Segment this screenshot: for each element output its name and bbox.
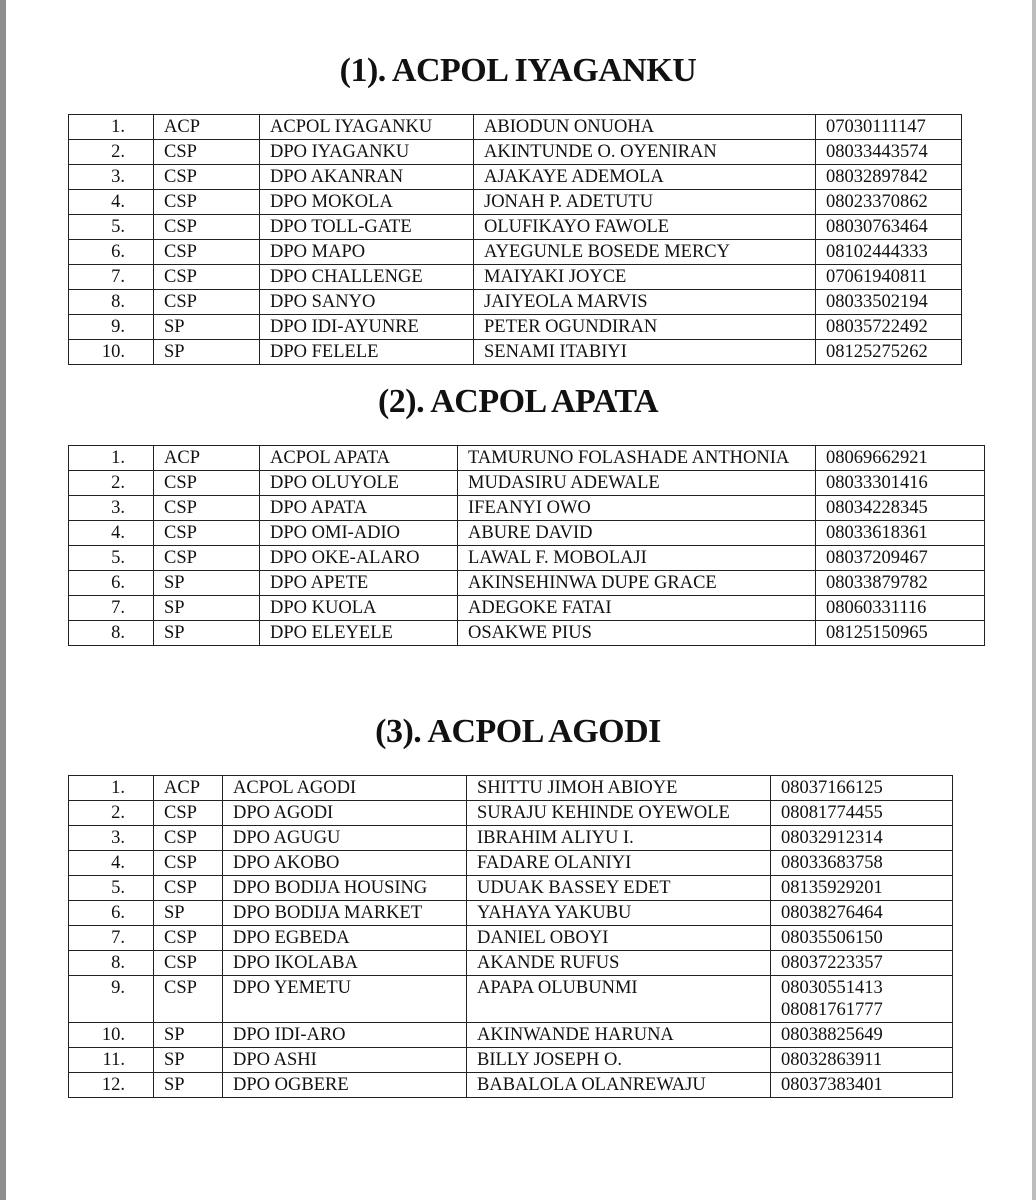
rank-cell: SP <box>154 1048 223 1073</box>
table-row <box>69 621 985 646</box>
post-cell: DPO OGBERE <box>223 1073 467 1098</box>
name-cell: ABURE DAVID <box>458 521 816 546</box>
phone-cell: 08037166125 <box>771 776 953 801</box>
row-number: 2. <box>69 801 154 826</box>
section-1-table-body <box>69 115 962 365</box>
post-cell: DPO APATA <box>260 496 458 521</box>
post-cell: DPO APETE <box>260 571 458 596</box>
phone-cell: 08037383401 <box>771 1073 953 1098</box>
phone-cell: 08081774455 <box>771 801 953 826</box>
phone-cell: 08102444333 <box>816 240 962 265</box>
rank-cell: CSP <box>154 851 223 876</box>
phone-cell: 08038276464 <box>771 901 953 926</box>
phone-cell: 07061940811 <box>816 265 962 290</box>
phone-cell: 08032897842 <box>816 165 962 190</box>
post-cell: DPO IDI-AYUNRE <box>260 315 474 340</box>
name-cell: OLUFIKAYO FAWOLE <box>474 215 816 240</box>
page-edge-left <box>0 0 6 1200</box>
table-row <box>69 190 962 215</box>
phone-cell: 08125150965 <box>816 621 985 646</box>
row-number: 6. <box>69 240 154 265</box>
rank-cell: SP <box>154 1073 223 1098</box>
rank-cell: CSP <box>154 215 260 240</box>
row-number: 9. <box>69 315 154 340</box>
post-cell: DPO IDI-ARO <box>223 1023 467 1048</box>
section-2-title: (2). ACPOL APATA <box>377 383 659 420</box>
phone-cell <box>771 976 953 1023</box>
rank-cell: SP <box>154 1023 223 1048</box>
row-number: 4. <box>69 851 154 876</box>
phone-cell: 08033301416 <box>816 471 985 496</box>
row-number: 5. <box>69 876 154 901</box>
post-cell: DPO AKANRAN <box>260 165 474 190</box>
post-cell: DPO TOLL-GATE <box>260 215 474 240</box>
rank-cell: CSP <box>154 951 223 976</box>
name-cell: DANIEL OBOYI <box>467 926 771 951</box>
rank-cell: SP <box>154 315 260 340</box>
rank-cell: CSP <box>154 926 223 951</box>
rank-cell: CSP <box>154 546 260 571</box>
row-number: 3. <box>69 496 154 521</box>
rank-cell: SP <box>154 621 260 646</box>
row-number: 2. <box>69 140 154 165</box>
rank-cell: CSP <box>154 240 260 265</box>
row-number: 1. <box>69 115 154 140</box>
phone-cell: 08060331116 <box>816 596 985 621</box>
post-cell: ACPOL AGODI <box>223 776 467 801</box>
rank-cell: SP <box>154 571 260 596</box>
post-cell: DPO MOKOLA <box>260 190 474 215</box>
row-number: 7. <box>69 926 154 951</box>
section-2-table <box>68 445 985 646</box>
phone-cell: 08033879782 <box>816 571 985 596</box>
name-cell: MUDASIRU ADEWALE <box>458 471 816 496</box>
table-row <box>69 290 962 315</box>
row-number: 6. <box>69 571 154 596</box>
row-number: 8. <box>69 621 154 646</box>
post-cell: DPO ASHI <box>223 1048 467 1073</box>
table-row <box>69 496 985 521</box>
section-3-table <box>68 775 953 1098</box>
table-row <box>69 926 953 951</box>
table-row <box>69 446 985 471</box>
row-number: 2. <box>69 471 154 496</box>
name-cell: MAIYAKI JOYCE <box>474 265 816 290</box>
table-row <box>69 596 985 621</box>
name-cell: JAIYEOLA MARVIS <box>474 290 816 315</box>
section-3-table-body <box>69 776 953 1098</box>
name-cell: APAPA OLUBUNMI <box>467 976 771 1023</box>
rank-cell: SP <box>154 901 223 926</box>
rank-cell: CSP <box>154 521 260 546</box>
post-cell: DPO IKOLABA <box>223 951 467 976</box>
section-2-table-body <box>69 446 985 646</box>
phone-cell: 08033443574 <box>816 140 962 165</box>
rank-cell: ACP <box>154 446 260 471</box>
name-cell: SENAMI ITABIYI <box>474 340 816 365</box>
name-cell: UDUAK BASSEY EDET <box>467 876 771 901</box>
post-cell: DPO CHALLENGE <box>260 265 474 290</box>
row-number: 7. <box>69 265 154 290</box>
phone-cell: 08033618361 <box>816 521 985 546</box>
phone-cell: 08033502194 <box>816 290 962 315</box>
table-row <box>69 1048 953 1073</box>
row-number: 3. <box>69 826 154 851</box>
table-row <box>69 315 962 340</box>
phone-cell: 08038825649 <box>771 1023 953 1048</box>
row-number: 4. <box>69 190 154 215</box>
post-cell: DPO BODIJA MARKET <box>223 901 467 926</box>
row-number: 1. <box>69 446 154 471</box>
phone-cell: 08034228345 <box>816 496 985 521</box>
post-cell: DPO BODIJA HOUSING <box>223 876 467 901</box>
name-cell: SHITTU JIMOH ABIOYE <box>467 776 771 801</box>
name-cell: BILLY JOSEPH O. <box>467 1048 771 1073</box>
name-cell: AKINTUNDE O. OYENIRAN <box>474 140 816 165</box>
rank-cell: CSP <box>154 976 223 1023</box>
phone-cell: 08023370862 <box>816 190 962 215</box>
page-edge-right <box>1032 0 1036 1200</box>
row-number: 9. <box>69 976 154 1023</box>
rank-cell: CSP <box>154 801 223 826</box>
table-row <box>69 776 953 801</box>
phone-cell: 08032863911 <box>771 1048 953 1073</box>
rank-cell: CSP <box>154 140 260 165</box>
row-number: 10. <box>69 340 154 365</box>
table-row <box>69 140 962 165</box>
table-row <box>69 265 962 290</box>
rank-cell: ACP <box>154 115 260 140</box>
table-row <box>69 976 953 1023</box>
name-cell: IFEANYI OWO <box>458 496 816 521</box>
row-number: 5. <box>69 546 154 571</box>
section-1-title: (1). ACPOL IYAGANKU <box>339 52 697 89</box>
phone-number-alt: 08081761777 <box>781 1000 883 1020</box>
name-cell: AKINWANDE HARUNA <box>467 1023 771 1048</box>
row-number: 8. <box>69 951 154 976</box>
name-cell: TAMURUNO FOLASHADE ANTHONIA <box>458 446 816 471</box>
post-cell: DPO MAPO <box>260 240 474 265</box>
phone-cell: 08030763464 <box>816 215 962 240</box>
post-cell: DPO YEMETU <box>223 976 467 1023</box>
rank-cell: CSP <box>154 826 223 851</box>
rank-cell: CSP <box>154 190 260 215</box>
table-row <box>69 876 953 901</box>
table-row <box>69 165 962 190</box>
row-number: 6. <box>69 901 154 926</box>
post-cell: DPO OLUYOLE <box>260 471 458 496</box>
phone-cell: 08069662921 <box>816 446 985 471</box>
table-row <box>69 546 985 571</box>
row-number: 4. <box>69 521 154 546</box>
name-cell: LAWAL F. MOBOLAJI <box>458 546 816 571</box>
post-cell: DPO OMI-ADIO <box>260 521 458 546</box>
post-cell: DPO FELELE <box>260 340 474 365</box>
phone-cell: 08037223357 <box>771 951 953 976</box>
table-row <box>69 951 953 976</box>
row-number: 1. <box>69 776 154 801</box>
name-cell: AYEGUNLE BOSEDE MERCY <box>474 240 816 265</box>
phone-cell: 08033683758 <box>771 851 953 876</box>
post-cell: DPO AGUGU <box>223 826 467 851</box>
post-cell: DPO EGBEDA <box>223 926 467 951</box>
table-row <box>69 521 985 546</box>
phone-cell: 08032912314 <box>771 826 953 851</box>
rank-cell: CSP <box>154 290 260 315</box>
phone-cell: 07030111147 <box>816 115 962 140</box>
row-number: 8. <box>69 290 154 315</box>
post-cell: DPO IYAGANKU <box>260 140 474 165</box>
rank-cell: CSP <box>154 471 260 496</box>
table-row <box>69 801 953 826</box>
name-cell: JONAH P. ADETUTU <box>474 190 816 215</box>
table-row <box>69 240 962 265</box>
rank-cell: CSP <box>154 496 260 521</box>
row-number: 11. <box>69 1048 154 1073</box>
name-cell: AKINSEHINWA DUPE GRACE <box>458 571 816 596</box>
table-row <box>69 1073 953 1098</box>
phone-cell: 08035506150 <box>771 926 953 951</box>
name-cell: YAHAYA YAKUBU <box>467 901 771 926</box>
name-cell: BABALOLA OLANREWAJU <box>467 1073 771 1098</box>
name-cell: ADEGOKE FATAI <box>458 596 816 621</box>
name-cell: AKANDE RUFUS <box>467 951 771 976</box>
post-cell: DPO SANYO <box>260 290 474 315</box>
name-cell: ABIODUN ONUOHA <box>474 115 816 140</box>
row-number: 7. <box>69 596 154 621</box>
table-row <box>69 115 962 140</box>
name-cell: SURAJU KEHINDE OYEWOLE <box>467 801 771 826</box>
post-cell: DPO AKOBO <box>223 851 467 876</box>
post-cell: ACPOL APATA <box>260 446 458 471</box>
name-cell: PETER OGUNDIRAN <box>474 315 816 340</box>
table-row <box>69 1023 953 1048</box>
table-row <box>69 340 962 365</box>
name-cell: OSAKWE PIUS <box>458 621 816 646</box>
rank-cell: CSP <box>154 165 260 190</box>
post-cell: DPO OKE-ALARO <box>260 546 458 571</box>
rank-cell: ACP <box>154 776 223 801</box>
row-number: 10. <box>69 1023 154 1048</box>
name-cell: AJAKAYE ADEMOLA <box>474 165 816 190</box>
name-cell: IBRAHIM ALIYU I. <box>467 826 771 851</box>
phone-cell: 08125275262 <box>816 340 962 365</box>
table-row <box>69 851 953 876</box>
name-cell: FADARE OLANIYI <box>467 851 771 876</box>
row-number: 3. <box>69 165 154 190</box>
rank-cell: SP <box>154 340 260 365</box>
table-row <box>69 215 962 240</box>
post-cell: DPO AGODI <box>223 801 467 826</box>
table-row <box>69 901 953 926</box>
table-row <box>69 471 985 496</box>
phone-cell: 08135929201 <box>771 876 953 901</box>
rank-cell: SP <box>154 596 260 621</box>
post-cell: DPO ELEYELE <box>260 621 458 646</box>
section-3-title: (3). ACPOL AGODI <box>375 713 661 750</box>
section-1-table <box>68 114 962 365</box>
row-number: 12. <box>69 1073 154 1098</box>
table-row <box>69 826 953 851</box>
phone-number: 08030551413 <box>781 978 883 998</box>
rank-cell: CSP <box>154 876 223 901</box>
post-cell: ACPOL IYAGANKU <box>260 115 474 140</box>
row-number: 5. <box>69 215 154 240</box>
phone-cell: 08035722492 <box>816 315 962 340</box>
table-row <box>69 571 985 596</box>
phone-cell: 08037209467 <box>816 546 985 571</box>
rank-cell: CSP <box>154 265 260 290</box>
post-cell: DPO KUOLA <box>260 596 458 621</box>
